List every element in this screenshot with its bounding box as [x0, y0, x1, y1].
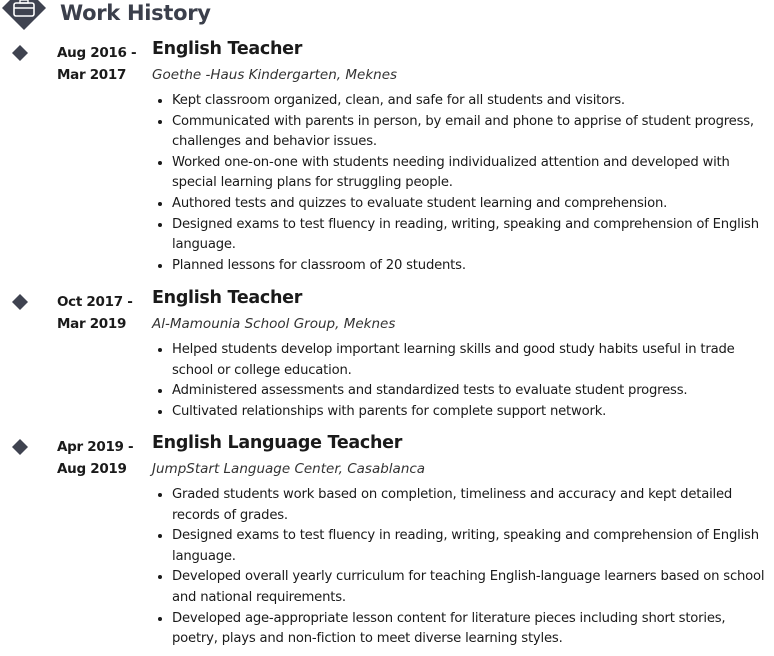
list-item: • Developed overall yearly curriculum for teaching English-language learners based on school and national requirements. [172, 567, 772, 608]
list-item: • Worked one-on-one with students needing individualized attention and developed with special learning plans for struggling people. [172, 153, 772, 194]
job-title: English Language Teacher [152, 433, 403, 453]
section-title: Work History [60, 1, 211, 25]
diamond-bullet-icon [12, 45, 28, 61]
responsibility-list [152, 485, 772, 650]
start-date: Aug 2016 - [57, 45, 137, 61]
list-item: • Cultivated relationships with parents for complete support network. [172, 402, 772, 423]
company: Al-Mamounia School Group, Meknes [152, 316, 396, 332]
briefcase-icon [2, 0, 46, 30]
job-title: English Teacher [152, 39, 303, 59]
end-date: Mar 2017 [57, 67, 127, 83]
company: JumpStart Language Center, Casablanca [152, 461, 426, 477]
start-date: Oct 2017 - [57, 294, 133, 310]
start-date: Apr 2019 - [57, 439, 134, 455]
list-item: • Authored tests and quizzes to evaluate student learning and comprehension. [172, 194, 772, 215]
list-item: • Planned lessons for classroom of 20 students. [172, 256, 772, 277]
job-title: English Teacher [152, 288, 303, 308]
list-item: • Designed exams to test fluency in reading, writing, speaking and comprehension of English language. [172, 215, 772, 256]
diamond-bullet-icon [12, 294, 28, 310]
date-range [57, 42, 147, 86]
date-range [57, 436, 147, 480]
list-item: • Helped students develop important learning skills and good study habits useful in trade school or college education. [172, 340, 772, 381]
list-item: • Communicated with parents in person, by email and phone to apprise of student progress, challenges and behavior issues. [172, 112, 772, 153]
date-range [57, 291, 147, 335]
responsibility-list [152, 340, 772, 422]
list-item: • Graded students work based on completion, timeliness and accuracy and kept detailed records of grades. [172, 485, 772, 526]
diamond-bullet-icon [12, 439, 28, 455]
list-item: • Designed exams to test fluency in reading, writing, speaking and comprehension of English language. [172, 526, 772, 567]
company: Goethe -Haus Kindergarten, Meknes [152, 67, 398, 83]
end-date: Mar 2019 [57, 316, 127, 332]
list-item: • Administered assessments and standardized tests to evaluate student progress. [172, 381, 772, 402]
end-date: Aug 2019 [57, 461, 127, 477]
list-item: • Developed age-appropriate lesson content for literature pieces including short stories, poetry, plays and non-fiction to meet diverse learning styles. [172, 609, 772, 650]
responsibility-list [152, 91, 772, 276]
list-item: • Kept classroom organized, clean, and safe for all students and visitors. [172, 91, 772, 112]
